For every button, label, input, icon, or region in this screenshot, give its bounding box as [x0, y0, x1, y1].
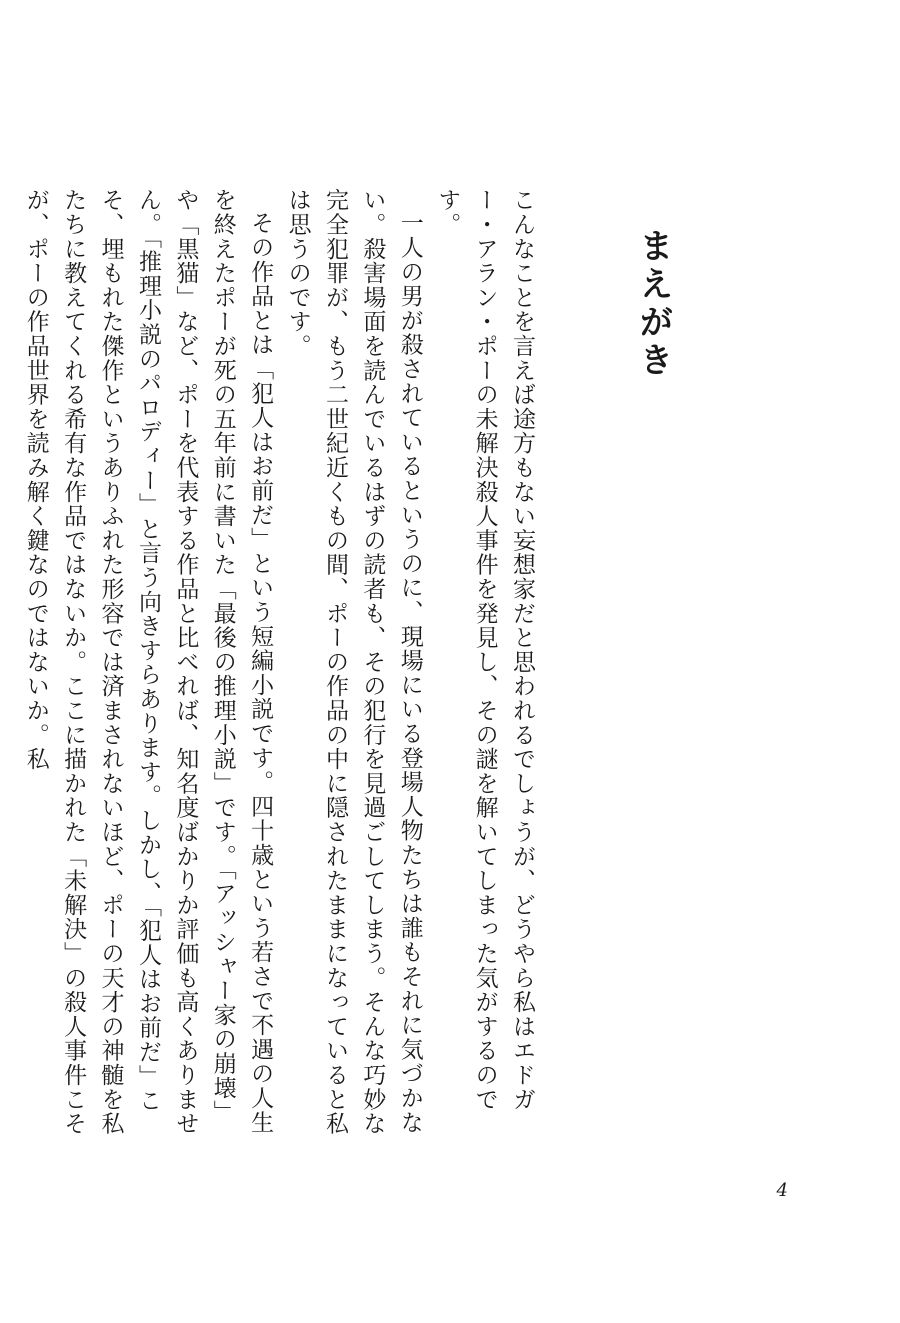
- paragraph-1: こんなことを言えば途方もない妄想家だと思われるでしょうが、どうやら私はエドガー・アラン・ポーの未解決殺人事件を発見し、その謎を解いてしまった気がするのです。: [434, 188, 535, 1112]
- body-text: [22, 188, 540, 1148]
- chapter-title: まえがき: [633, 228, 673, 380]
- paragraph-2: 一人の男が殺されているというのに、現場にいる登場人物たちは誰もそれに気づかない。殺害場面を読んでいるはずの読者も、その犯行を見過ごしてしまう。そんな巧妙な完全犯罪が、もう二世紀近くもの間、ポーの作品の中に隠されたままになっていると私は思うのです。: [284, 188, 423, 1136]
- page-number: 4: [776, 1180, 788, 1201]
- paragraph-3: その作品とは「犯人はお前だ」という短編小説です。四十歳という若さで不遇の人生を終えたポーが死の五年前に書いた「最後の推理小説」です。「アッシャー家の崩壊」や「黒猫」など、ポーを代表する作品と比べれば、知名度ばかりか評価も高くありません。「推理小説のパロディー」と言う向きすらあります。しかし、「犯人はお前だ」こそ、埋もれた傑作というありふれた形容では済まされないほど、ポーの天才の神髄を私たちに教えてくれる希有な作品ではないか。ここに描かれた「未解決」の殺人事件こそが、ポーの作品世界を読み解く鍵なのではないか。私: [22, 188, 274, 1136]
